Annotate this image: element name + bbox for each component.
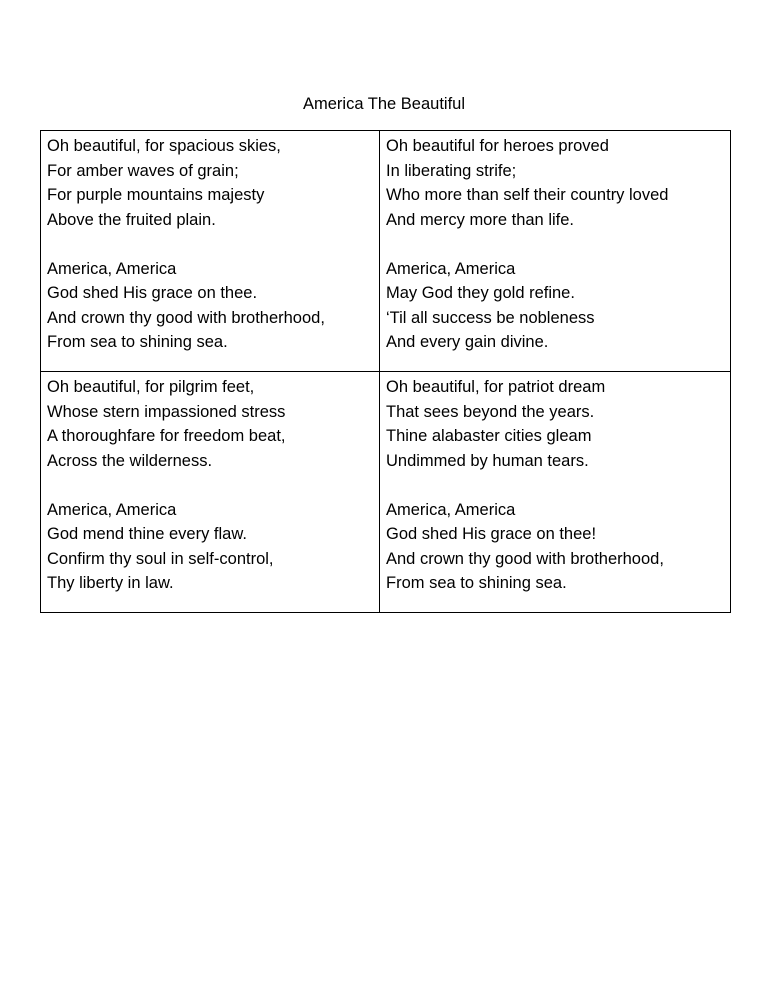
- table-row: [41, 372, 731, 613]
- verse-line: Oh beautiful, for patriot dream: [386, 378, 606, 396]
- stanza: [47, 134, 373, 232]
- verse-cell: [41, 372, 380, 613]
- stanza: [47, 257, 373, 355]
- verse-line: Undimmed by human tears.: [386, 451, 589, 470]
- stanza: [47, 375, 373, 473]
- verse-line: America, America: [47, 500, 177, 519]
- verse-line: Whose stern impassioned stress: [47, 402, 286, 421]
- verse-line: God shed His grace on thee.: [47, 284, 258, 302]
- verse-line: And crown thy good with brotherhood,: [47, 308, 325, 327]
- verse-line: That sees beyond the years.: [386, 402, 595, 421]
- verse-line: From sea to shining sea.: [386, 574, 567, 592]
- verse-line: America, America: [47, 259, 177, 278]
- stanza: [386, 498, 724, 596]
- verse-cell: [380, 131, 731, 372]
- verse-line: For purple mountains majesty: [47, 186, 265, 204]
- verse-line: Oh beautiful, for pilgrim feet,: [47, 378, 255, 396]
- verse-cell: [380, 372, 731, 613]
- verse-line: And mercy more than life.: [386, 210, 574, 229]
- verse-line: Thine alabaster cities gleam: [386, 427, 592, 445]
- verse-line: Confirm thy soul in self-control,: [47, 549, 274, 568]
- verse-line: May God they gold refine.: [386, 284, 575, 302]
- verse-line: Oh beautiful, for spacious skies,: [47, 137, 281, 155]
- verse-line: ‘Til all success be nobleness: [386, 308, 595, 327]
- verse-line: God shed His grace on thee!: [386, 525, 597, 543]
- verse-line: Who more than self their country loved: [386, 186, 669, 204]
- verse-line: Thy liberty in law.: [47, 574, 174, 592]
- verse-line: Across the wilderness.: [47, 451, 213, 470]
- verse-line: Above the fruited plain.: [47, 210, 216, 229]
- verse-line: A thoroughfare for freedom beat,: [47, 427, 286, 445]
- verse-line: God mend thine every flaw.: [47, 525, 247, 543]
- verse-line: And every gain divine.: [386, 333, 549, 351]
- verse-line: From sea to shining sea.: [47, 333, 228, 351]
- document-title: America The Beautiful: [302, 95, 466, 113]
- verse-line: In liberating strife;: [386, 161, 517, 180]
- verse-line: For amber waves of grain;: [47, 161, 239, 180]
- stanza: [47, 498, 373, 596]
- verse-line: And crown thy good with brotherhood,: [386, 549, 664, 568]
- verses-table: [40, 130, 731, 613]
- verse-line: Oh beautiful for heroes proved: [386, 137, 609, 155]
- stanza: [386, 134, 724, 232]
- stanza: [386, 257, 724, 355]
- stanza: [386, 375, 724, 473]
- table-row: [41, 131, 731, 372]
- verse-line: America, America: [386, 500, 516, 519]
- verse-cell: [41, 131, 380, 372]
- verse-line: America, America: [386, 259, 516, 278]
